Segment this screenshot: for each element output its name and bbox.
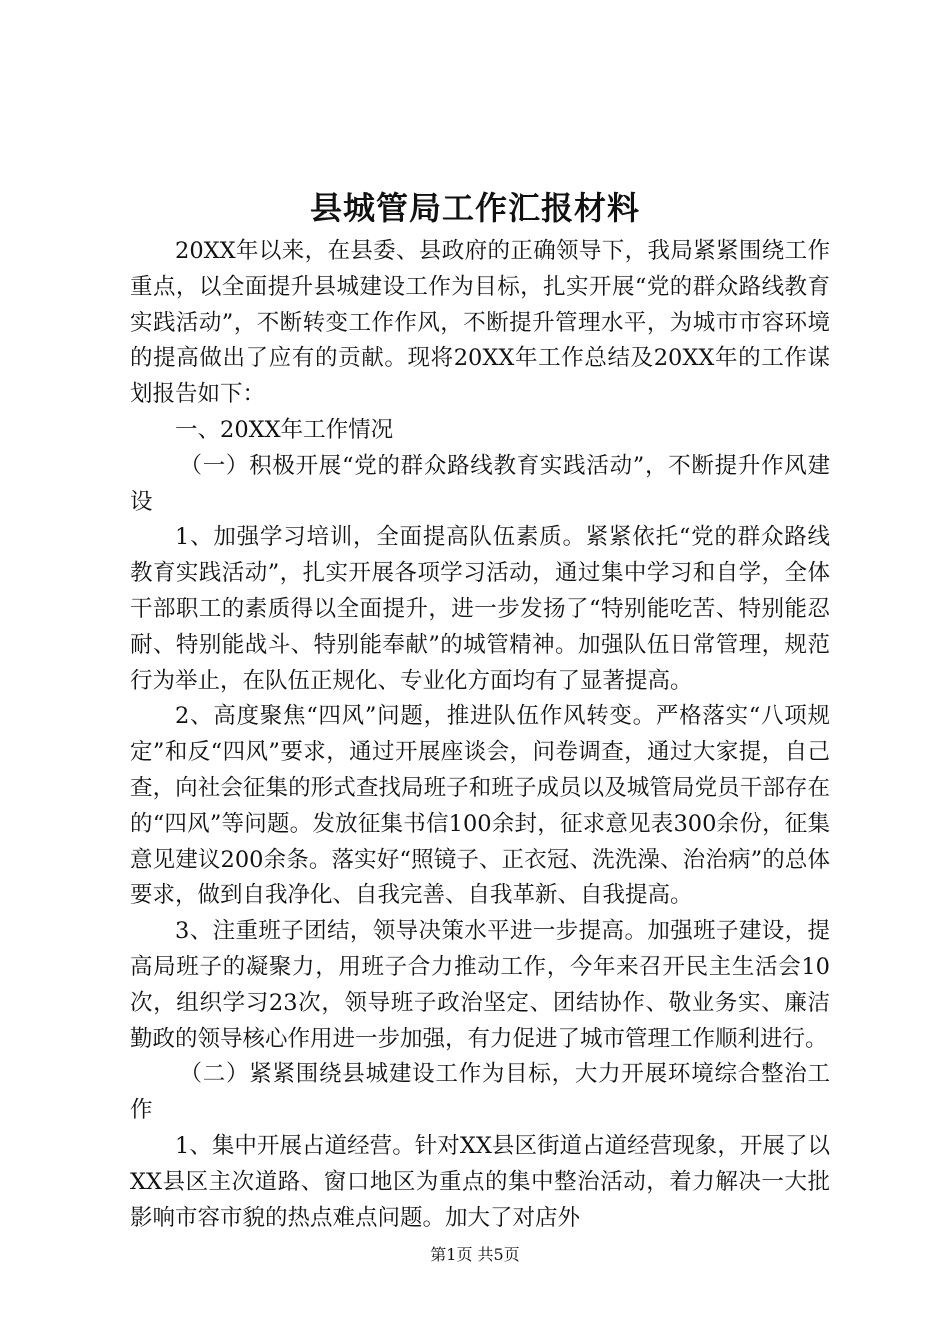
item-paragraph-3: 3、注重班子团结，领导决策水平进一步提高。加强班子建设，提高局班子的凝聚力，用班子合力推动工作，今年来召开民主生活会10次，组织学习23次，领导班子政治坚定、团结协作、敬业务实、廉洁勤政的领导核心作用进一步加强，有力促进了城市管理工作顺利进行。 [130, 918, 830, 1052]
subsection-heading-1: （一）积极开展“党的群众路线教育实践活动”，不断提升作风建设 [130, 452, 830, 515]
page-number: 第1页 共5页 [430, 1245, 520, 1264]
item-paragraph-1: 1、加强学习培训，全面提高队伍素质。紧紧依托“党的群众路线教育实践活动”，扎实开展各项学习活动，通过集中学习和自学，全体干部职工的素质得以全面提升，进一步发扬了“特别能吃苦、特别能忍耐、特别能战斗、特别能奉献”的城管精神。加强队伍日常管理，规范行为举止，在队伍正规化、专业化方面均有了显著提高。 [130, 524, 830, 694]
item-paragraph-4: 1、集中开展占道经营。针对XX县区街道占道经营现象，开展了以XX县区主次道路、窗口地区为重点的集中整治活动，着力解决一大批影响市容市貌的热点难点问题。加大了对店外 [130, 1132, 830, 1231]
document-body [130, 234, 830, 1236]
document-title: 县城管局工作汇报材料 [309, 189, 640, 227]
subsection-heading-2: （二）紧紧围绕县城建设工作为目标，大力开展环境综合整治工作 [130, 1061, 830, 1124]
section-heading-1: 一、20XX年工作情况 [175, 416, 394, 443]
item-paragraph-2: 2、高度聚焦“四风”问题，推进队伍作风转变。严格落实“八项规定”和反“四风”要求，通过开展座谈会，问卷调查，通过大家提，自己查，向社会征集的形式查找局班子和班子成员以及城管局党员干部存在的“四风”等问题。发放征集书信100余封，征求意见表300余份，征集意见建议200余条。落实好“照镜子、正衣冠、洗洗澡、治治病”的总体要求，做到自我净化、自我完善、自我革新、自我提高。 [130, 703, 830, 909]
intro-paragraph: 20XX年以来，在县委、县政府的正确领导下，我局紧紧围绕工作重点，以全面提升县城建设工作为目标，扎实开展“党的群众路线教育实践活动”，不断转变工作作风，不断提升管理水平，为城市市容环境的提高做出了应有的贡献。现将20XX年工作总结及20XX年的工作谋划报告如下： [130, 238, 830, 408]
